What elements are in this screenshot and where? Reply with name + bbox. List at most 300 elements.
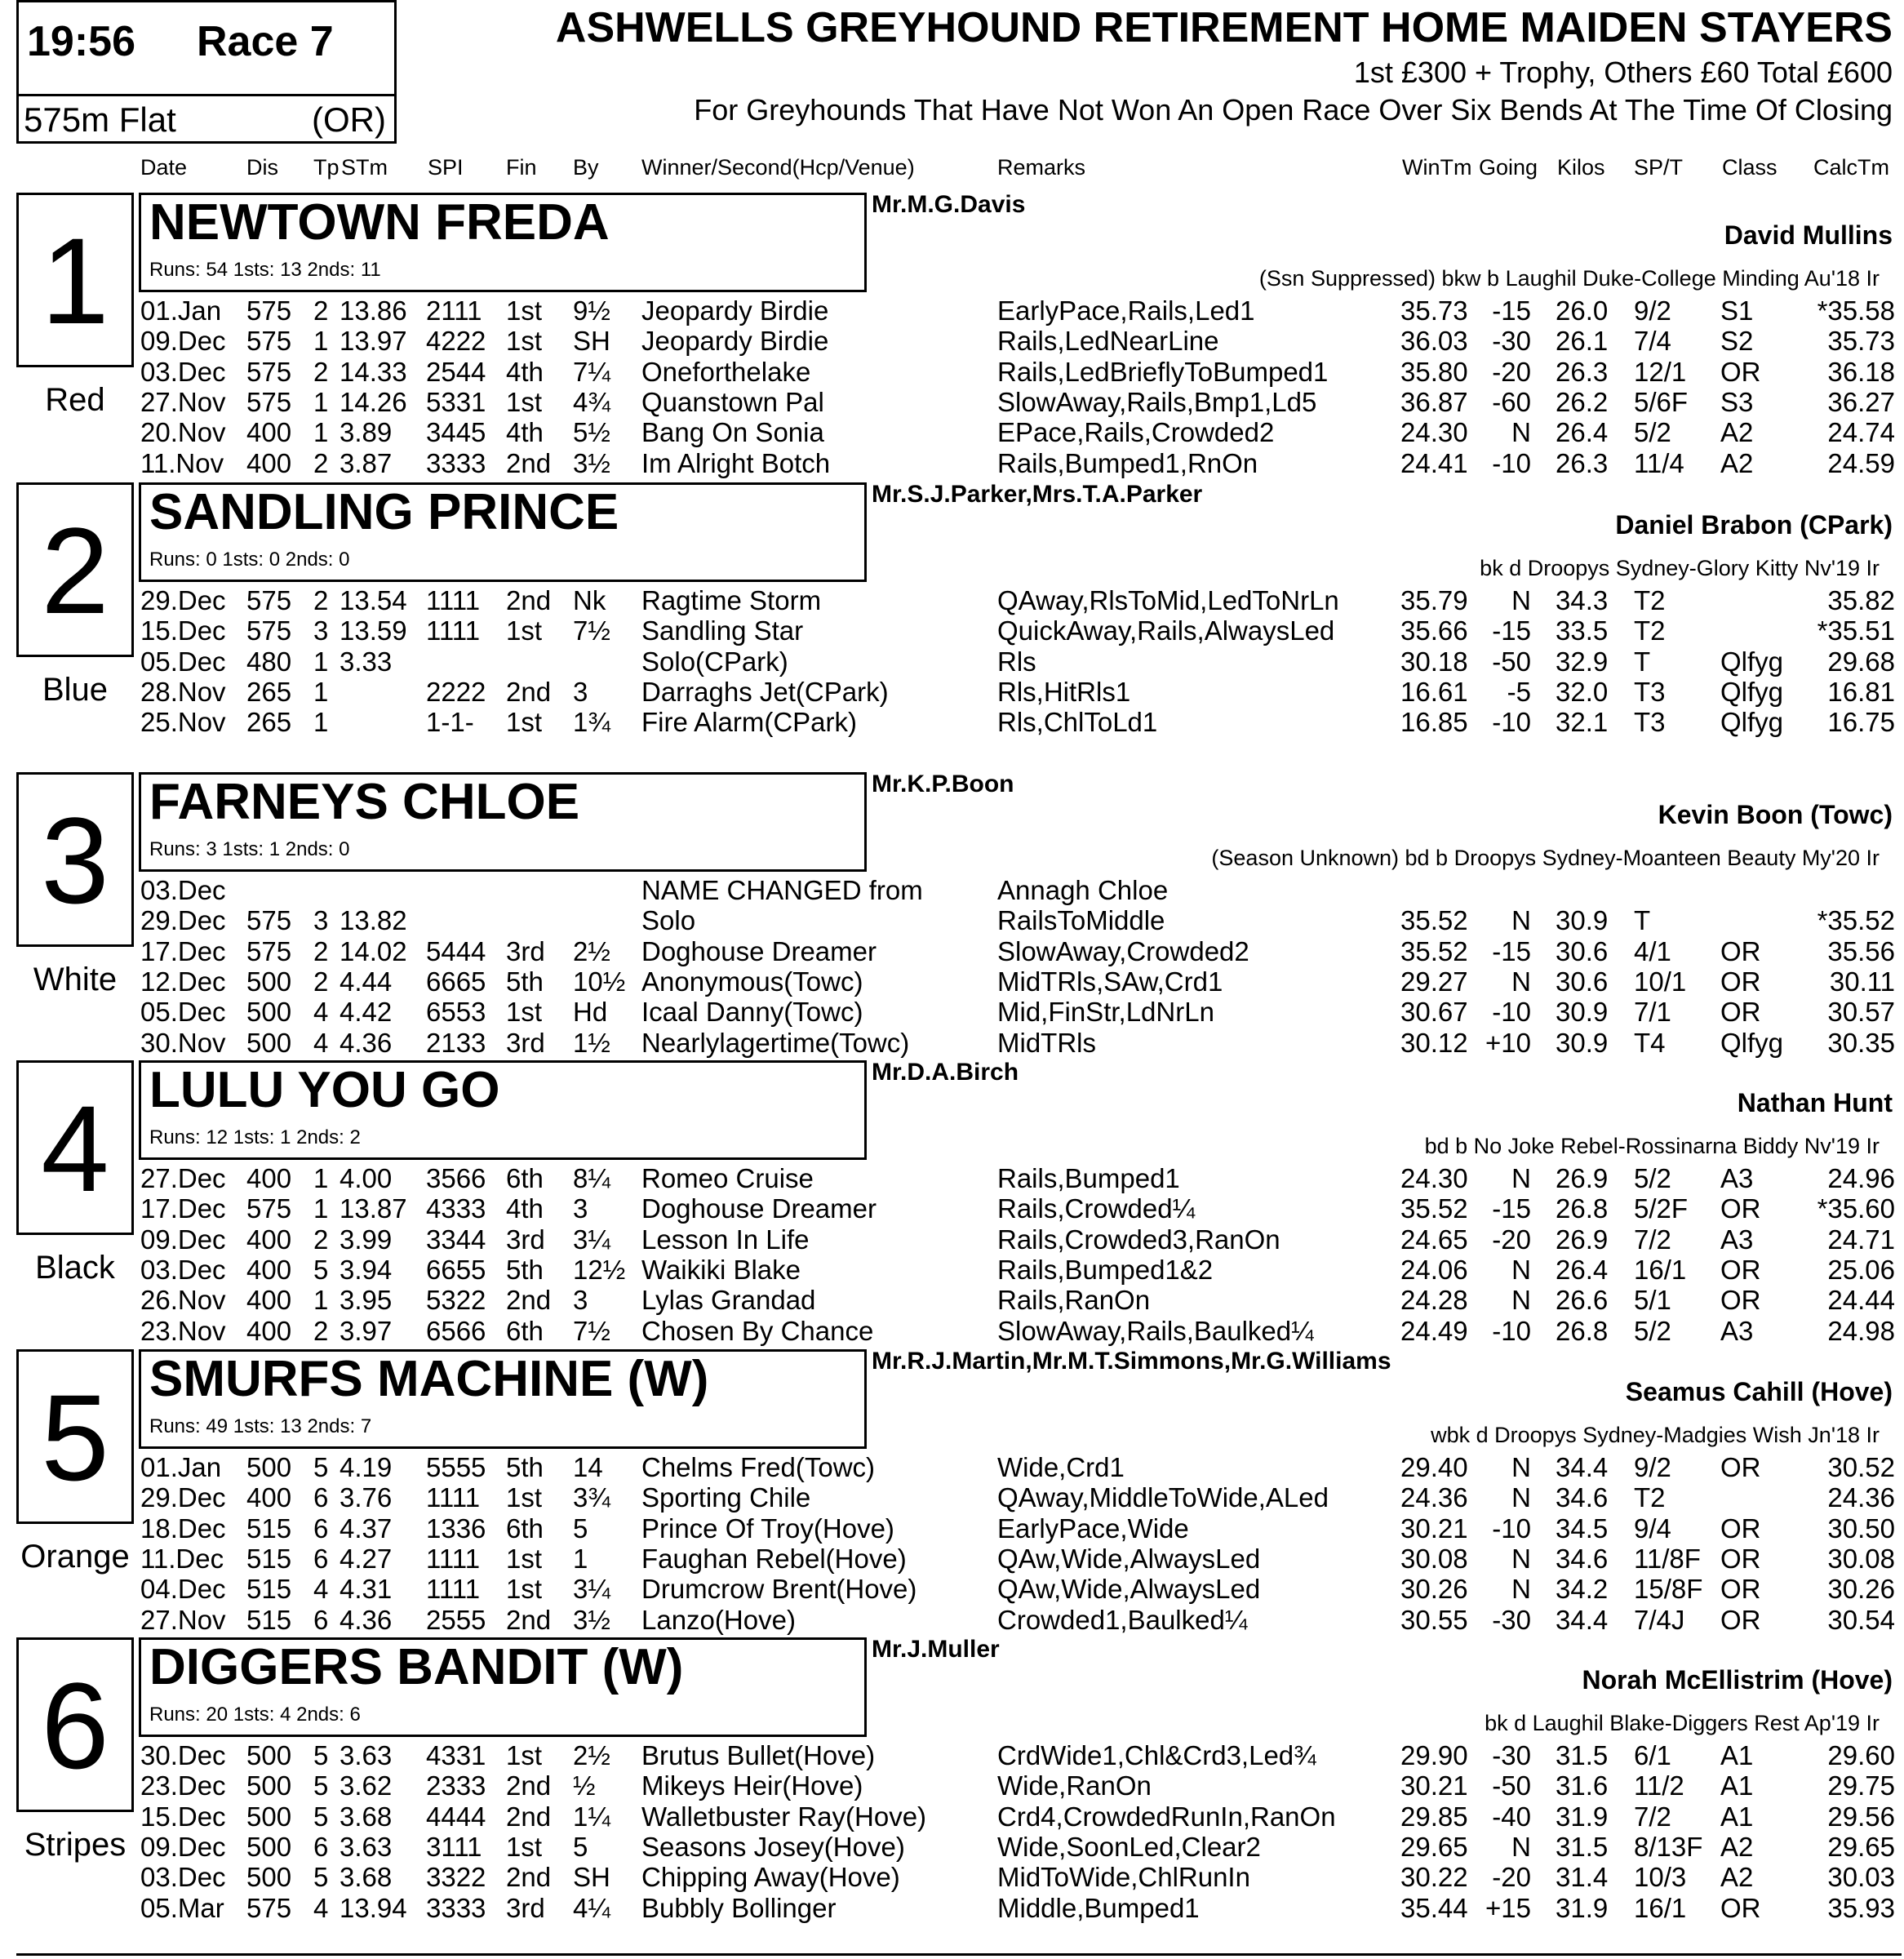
cell-remarks: Rails,RanOn (997, 1285, 1151, 1316)
cell-tp: 4 (313, 997, 329, 1028)
cell-remarks: EarlyPace,Wide (997, 1513, 1189, 1544)
form-row (0, 677, 1904, 707)
cell-kilos: 33.5 (1556, 615, 1609, 646)
cell-kilos: 26.3 (1556, 356, 1609, 387)
cell-stm: 3.76 (340, 1482, 393, 1513)
cell-fin: 4th (506, 356, 544, 387)
cell-remarks: Rails,Crowded3,RanOn (997, 1224, 1280, 1255)
form-row (0, 387, 1904, 417)
cell-tp: 6 (313, 1604, 329, 1635)
form-row (0, 1316, 1904, 1346)
cell-calctm: 35.73 (1827, 326, 1895, 357)
cell-tp: 1 (313, 646, 329, 677)
cell-fin: 4th (506, 417, 544, 448)
cell-tp: 4 (313, 1574, 329, 1605)
cell-by: 9½ (573, 295, 610, 326)
form-row (0, 1255, 1904, 1285)
cell-date: 11.Dec (140, 1543, 224, 1574)
trap-color: Blue (42, 672, 109, 708)
cell-stm: 4.42 (340, 997, 393, 1028)
cell-calctm: 24.74 (1827, 417, 1895, 448)
form-row (0, 1801, 1904, 1832)
owner: Mr.R.J.Martin,Mr.M.T.Simmons,Mr.G.Williams (872, 1348, 1391, 1375)
cell-tp: 1 (313, 676, 329, 707)
cell-kilos: 26.3 (1556, 447, 1609, 478)
cell-class: OR (1720, 1285, 1761, 1316)
cell-date: 30.Nov (140, 1027, 226, 1058)
cell-remarks: Annagh Chloe (997, 875, 1169, 905)
cell-dis: 400 (246, 1482, 292, 1513)
cell-spi: 2333 (426, 1770, 486, 1801)
trap-number: 2 (16, 482, 134, 657)
cell-remarks: Rails,Bumped1,RnOn (997, 447, 1258, 478)
cell-spi: 4444 (426, 1801, 486, 1832)
cell-by: 5 (573, 1831, 588, 1862)
header-stm: STm (341, 155, 388, 180)
cell-class: OR (1720, 1193, 1761, 1224)
cell-going: N (1511, 1543, 1531, 1574)
cell-remarks: SlowAway,Rails,Bmp1,Ld5 (997, 386, 1317, 417)
cell-wintm: 35.73 (1400, 295, 1468, 326)
cell-calctm: 29.65 (1827, 1831, 1895, 1862)
cell-spt: 9/2 (1634, 295, 1671, 326)
cell-tp: 4 (313, 1027, 329, 1058)
cell-tp: 2 (313, 295, 329, 326)
cell-kilos: 26.0 (1556, 295, 1609, 326)
race-time: 19:56 (27, 18, 135, 65)
cell-by: 12½ (573, 1254, 626, 1285)
trainer: Nathan Hunt (1737, 1088, 1893, 1117)
cell-spt: 8/13F (1634, 1831, 1703, 1862)
cell-remarks: Mid,FinStr,LdNrLn (997, 997, 1214, 1028)
cell-wintm: 24.28 (1400, 1285, 1468, 1316)
cell-calctm: 16.81 (1827, 676, 1895, 707)
cell-calctm: *35.51 (1817, 615, 1895, 646)
cell-date: 03.Dec (140, 1862, 226, 1893)
cell-fin: 1st (506, 1574, 543, 1605)
cell-calctm: 30.50 (1827, 1513, 1895, 1544)
cell-date: 30.Dec (140, 1740, 226, 1770)
cell-spt: 5/1 (1634, 1285, 1671, 1316)
cell-fin: 2nd (506, 1604, 552, 1635)
cell-by: 7½ (573, 615, 610, 646)
cell-class: Qlfyg (1720, 676, 1784, 707)
owner: Mr.D.A.Birch (872, 1059, 1019, 1086)
cell-spt: T2 (1634, 615, 1666, 646)
cell-class: OR (1720, 1604, 1761, 1635)
cell-remarks: MidToWide,ChlRunIn (997, 1862, 1250, 1893)
trap-color: Black (35, 1250, 115, 1286)
cell-dis: 575 (246, 935, 292, 966)
cell-fin: 2nd (506, 1862, 552, 1893)
cell-stm: 14.02 (340, 935, 407, 966)
cell-wintm: 35.44 (1400, 1892, 1468, 1923)
cell-class: A2 (1720, 1831, 1754, 1862)
cell-date: 05.Mar (140, 1892, 224, 1923)
cell-remarks: QAway,RlsToMid,LedToNrLn (997, 585, 1339, 615)
cell-going: -5 (1507, 676, 1531, 707)
cell-kilos: 26.4 (1556, 1254, 1609, 1285)
cell-kilos: 34.2 (1556, 1574, 1609, 1605)
cell-winner: Mikeys Heir(Hove) (641, 1770, 863, 1801)
cell-calctm: *35.52 (1817, 905, 1895, 936)
cell-class: Qlfyg (1720, 1027, 1784, 1058)
form-row (0, 1163, 1904, 1193)
cell-fin: 1st (506, 1543, 543, 1574)
cell-by: 5 (573, 1513, 588, 1544)
cell-tp: 3 (313, 905, 329, 936)
cell-dis: 500 (246, 1027, 292, 1058)
cell-stm: 3.68 (340, 1801, 393, 1832)
cell-remarks: Rails,Crowded¼ (997, 1193, 1196, 1224)
cell-kilos: 30.9 (1556, 905, 1609, 936)
cell-class: S2 (1720, 326, 1754, 357)
cell-going: -20 (1492, 1862, 1531, 1893)
dog-name: FARNEYS CHLOE (149, 774, 580, 830)
cell-dis: 500 (246, 1770, 292, 1801)
cell-winner: Icaal Danny(Towc) (641, 997, 863, 1028)
cell-by: 4¾ (573, 386, 610, 417)
header-remarks: Remarks (997, 155, 1086, 180)
cell-spi: 4333 (426, 1193, 486, 1224)
cell-spt: T2 (1634, 585, 1666, 615)
cell-winner: Romeo Cruise (641, 1163, 814, 1193)
form-row (0, 1862, 1904, 1892)
cell-dis: 575 (246, 585, 292, 615)
cell-calctm: *35.58 (1817, 295, 1895, 326)
cell-wintm: 24.49 (1400, 1315, 1468, 1346)
dog-record: Runs: 0 1sts: 0 2nds: 0 (149, 549, 350, 571)
cell-spi: 3333 (426, 447, 486, 478)
form-row (0, 1224, 1904, 1255)
cell-date: 05.Dec (140, 646, 226, 677)
form-row (0, 966, 1904, 997)
cell-spt: 16/1 (1634, 1254, 1687, 1285)
cell-going: -50 (1492, 1770, 1531, 1801)
cell-going: -40 (1492, 1801, 1531, 1832)
race-info-box (16, 0, 397, 144)
owner: Mr.M.G.Davis (872, 191, 1026, 218)
cell-wintm: 24.36 (1400, 1482, 1468, 1513)
cell-spt: T (1634, 646, 1651, 677)
cell-tp: 2 (313, 935, 329, 966)
cell-going: N (1511, 1574, 1531, 1605)
cell-dis: 515 (246, 1543, 292, 1574)
cell-going: -20 (1492, 1224, 1531, 1255)
cell-spi: 1-1- (426, 707, 474, 738)
cell-class: OR (1720, 1543, 1761, 1574)
cell-date: 03.Dec (140, 356, 226, 387)
cell-spt: 5/2 (1634, 1315, 1671, 1346)
header-date: Date (140, 155, 188, 180)
cell-wintm: 35.66 (1400, 615, 1468, 646)
cell-kilos: 34.6 (1556, 1543, 1609, 1574)
dog-name: NEWTOWN FREDA (149, 194, 610, 251)
cell-fin: 1st (506, 997, 543, 1028)
cell-kilos: 34.6 (1556, 1482, 1609, 1513)
cell-remarks: QAw,Wide,AlwaysLed (997, 1543, 1261, 1574)
cell-date: 25.Nov (140, 707, 226, 738)
cell-spi: 3111 (426, 1831, 482, 1862)
cell-tp: 4 (313, 1892, 329, 1923)
cell-dis: 400 (246, 1224, 292, 1255)
cell-fin: 5th (506, 1254, 544, 1285)
cell-date: 17.Dec (140, 935, 226, 966)
cell-spt: 7/4J (1634, 1604, 1685, 1635)
cell-dis: 265 (246, 707, 292, 738)
cell-stm: 4.31 (340, 1574, 393, 1605)
cell-stm: 13.54 (340, 585, 407, 615)
cell-fin: 1st (506, 326, 543, 357)
cell-fin: 3rd (506, 1027, 545, 1058)
cell-winner: Chosen By Chance (641, 1315, 874, 1346)
cell-spi: 5444 (426, 935, 486, 966)
cell-remarks: Rails,LedNearLine (997, 326, 1219, 357)
cell-class: OR (1720, 966, 1761, 997)
cell-dis: 500 (246, 1831, 292, 1862)
owner: Mr.S.J.Parker,Mrs.T.A.Parker (872, 481, 1203, 508)
cell-by: 1¾ (573, 707, 610, 738)
form-row (0, 936, 1904, 966)
cell-by: Hd (573, 997, 608, 1028)
cell-calctm: 36.18 (1827, 356, 1895, 387)
cell-by: 2½ (573, 935, 610, 966)
cell-stm: 3.95 (340, 1285, 393, 1316)
cell-going: N (1511, 585, 1531, 615)
cell-spt: 10/3 (1634, 1862, 1687, 1893)
cell-winner: Lanzo(Hove) (641, 1604, 796, 1635)
cell-spt: 11/4 (1634, 447, 1684, 478)
trap-color: Orange (20, 1539, 130, 1575)
cell-date: 27.Nov (140, 1604, 226, 1635)
cell-going: N (1511, 1452, 1531, 1482)
dog-record: Runs: 12 1sts: 1 2nds: 2 (149, 1126, 361, 1148)
cell-winner: NAME CHANGED from (641, 875, 923, 905)
header-tp: Tp (313, 155, 340, 180)
cell-spt: 5/2F (1634, 1193, 1689, 1224)
cell-spt: 9/2 (1634, 1452, 1671, 1482)
cell-class: Qlfyg (1720, 646, 1784, 677)
cell-spt: 7/1 (1634, 997, 1671, 1028)
cell-fin: 5th (506, 1452, 544, 1482)
cell-stm: 3.97 (340, 1315, 393, 1346)
cell-date: 12.Dec (140, 966, 226, 997)
cell-by: 5½ (573, 417, 610, 448)
cell-going: N (1511, 1254, 1531, 1285)
cell-kilos: 26.8 (1556, 1315, 1609, 1346)
dog-record: Runs: 54 1sts: 13 2nds: 11 (149, 259, 381, 281)
form-row (0, 646, 1904, 677)
cell-stm: 13.59 (340, 615, 407, 646)
cell-tp: 3 (313, 615, 329, 646)
cell-fin: 1st (506, 295, 543, 326)
cell-going: N (1511, 1285, 1531, 1316)
cell-wintm: 36.87 (1400, 386, 1468, 417)
cell-remarks: Wide,SoonLed,Clear2 (997, 1831, 1261, 1862)
cell-winner: Sporting Chile (641, 1482, 811, 1513)
cell-fin: 2nd (506, 676, 552, 707)
cell-spt: 9/4 (1634, 1513, 1671, 1544)
cell-wintm: 30.55 (1400, 1604, 1468, 1635)
header-wintm: WinTm (1402, 155, 1472, 180)
cell-kilos: 26.9 (1556, 1224, 1609, 1255)
cell-stm: 3.87 (340, 447, 393, 478)
cell-dis: 575 (246, 615, 292, 646)
cell-tp: 1 (313, 1193, 329, 1224)
cell-date: 28.Nov (140, 676, 226, 707)
cell-stm: 3.89 (340, 417, 393, 448)
cell-kilos: 34.4 (1556, 1604, 1609, 1635)
cell-tp: 1 (313, 1163, 329, 1193)
cell-stm: 4.00 (340, 1163, 393, 1193)
cell-date: 20.Nov (140, 417, 226, 448)
cell-wintm: 29.27 (1400, 966, 1468, 997)
cell-winner: Anonymous(Towc) (641, 966, 863, 997)
cell-remarks: EPace,Rails,Crowded2 (997, 417, 1275, 448)
cell-by: 3½ (573, 447, 610, 478)
cell-remarks: Rls,HitRls1 (997, 676, 1131, 707)
cell-kilos: 34.3 (1556, 585, 1609, 615)
cell-spt: T3 (1634, 676, 1666, 707)
cell-wintm: 30.21 (1400, 1513, 1468, 1544)
cell-going: N (1511, 417, 1531, 448)
cell-going: -30 (1492, 1740, 1531, 1770)
dog-name: LULU YOU GO (149, 1062, 500, 1118)
cell-tp: 1 (313, 386, 329, 417)
cell-spi: 2555 (426, 1604, 486, 1635)
cell-remarks: SlowAway,Rails,Baulked¼ (997, 1315, 1314, 1346)
race-prize: 1st £300 + Trophy, Others £60 Total £600 (1353, 56, 1893, 89)
cell-spt: T4 (1634, 1027, 1666, 1058)
form-row (0, 1544, 1904, 1574)
cell-class: OR (1720, 1254, 1761, 1285)
cell-class: OR (1720, 1513, 1761, 1544)
header-fin: Fin (506, 155, 537, 180)
cell-by: 3 (573, 1193, 588, 1224)
cell-spi: 1111 (426, 1482, 481, 1513)
cell-going: N (1511, 1482, 1531, 1513)
cell-spt: 5/2 (1634, 417, 1671, 448)
cell-calctm: 30.08 (1827, 1543, 1895, 1574)
cell-kilos: 30.9 (1556, 1027, 1609, 1058)
form-row (0, 1513, 1904, 1544)
cell-date: 15.Dec (140, 1801, 226, 1832)
cell-winner: Chelms Fred(Towc) (641, 1452, 876, 1482)
cell-spt: T3 (1634, 707, 1666, 738)
cell-class: A2 (1720, 447, 1754, 478)
race-distance: 575m Flat (24, 100, 176, 139)
cell-going: -15 (1492, 1193, 1531, 1224)
cell-spi: 2544 (426, 356, 486, 387)
cell-spt: T (1634, 905, 1651, 936)
cell-going: -60 (1492, 386, 1531, 417)
cell-stm: 3.33 (340, 646, 393, 677)
cell-by: SH (573, 1862, 610, 1893)
form-row (0, 295, 1904, 326)
cell-dis: 400 (246, 1254, 292, 1285)
cell-dis: 480 (246, 646, 292, 677)
cell-fin: 1st (506, 386, 543, 417)
cell-winner: Sandling Star (641, 615, 804, 646)
cell-winner: Quanstown Pal (641, 386, 824, 417)
cell-fin: 1st (506, 615, 543, 646)
cell-going: -30 (1492, 1604, 1531, 1635)
cell-dis: 400 (246, 447, 292, 478)
cell-tp: 5 (313, 1740, 329, 1770)
cell-class: A2 (1720, 1862, 1754, 1893)
cell-calctm: 35.56 (1827, 935, 1895, 966)
cell-going: +10 (1485, 1027, 1531, 1058)
cell-wintm: 30.22 (1400, 1862, 1468, 1893)
cell-spt: 11/8F (1634, 1543, 1701, 1574)
cell-wintm: 16.61 (1400, 676, 1468, 707)
dog-record: Runs: 20 1sts: 4 2nds: 6 (149, 1704, 361, 1726)
dog-name-box (139, 1349, 867, 1449)
trap-number: 3 (16, 772, 134, 947)
cell-spi: 3322 (426, 1862, 486, 1893)
cell-calctm: 29.75 (1827, 1770, 1895, 1801)
cell-wintm: 29.40 (1400, 1452, 1468, 1482)
cell-tp: 1 (313, 326, 329, 357)
cell-kilos: 31.9 (1556, 1892, 1609, 1923)
cell-dis: 575 (246, 356, 292, 387)
cell-spi: 5322 (426, 1285, 486, 1316)
cell-spi: 1111 (426, 615, 481, 646)
cell-kilos: 34.5 (1556, 1513, 1609, 1544)
cell-date: 29.Dec (140, 585, 226, 615)
race-grade: (OR) (312, 100, 386, 139)
cell-spi: 2111 (426, 295, 482, 326)
cell-wintm: 29.65 (1400, 1831, 1468, 1862)
cell-date: 09.Dec (140, 1831, 226, 1862)
cell-by: SH (573, 326, 610, 357)
cell-calctm: 29.60 (1827, 1740, 1895, 1770)
trap-color: Red (45, 382, 105, 418)
cell-remarks: SlowAway,Crowded2 (997, 935, 1249, 966)
cell-kilos: 31.9 (1556, 1801, 1609, 1832)
cell-class: A1 (1720, 1770, 1754, 1801)
cell-dis: 575 (246, 326, 292, 357)
cell-fin: 6th (506, 1513, 544, 1544)
cell-tp: 1 (313, 417, 329, 448)
form-row (0, 1285, 1904, 1315)
cell-spt: 15/8F (1634, 1574, 1703, 1605)
cell-dis: 500 (246, 997, 292, 1028)
cell-kilos: 34.4 (1556, 1452, 1609, 1482)
cell-spi: 3333 (426, 1892, 486, 1923)
cell-going: -20 (1492, 356, 1531, 387)
cell-by: 3¾ (573, 1482, 610, 1513)
form-row (0, 1740, 1904, 1770)
cell-calctm: 24.44 (1827, 1285, 1895, 1316)
cell-date: 11.Nov (140, 447, 224, 478)
cell-stm: 4.19 (340, 1452, 393, 1482)
cell-fin: 2nd (506, 585, 552, 615)
dog-record: Runs: 3 1sts: 1 2nds: 0 (149, 838, 350, 860)
cell-class: OR (1720, 1892, 1761, 1923)
form-row (0, 1574, 1904, 1604)
cell-kilos: 30.6 (1556, 935, 1609, 966)
cell-winner: Oneforthelake (641, 356, 811, 387)
cell-by: 8¼ (573, 1163, 610, 1193)
cell-winner: Drumcrow Brent(Hove) (641, 1574, 917, 1605)
cell-remarks: MidTRls,SAw,Crd1 (997, 966, 1223, 997)
race-conditions: For Greyhounds That Have Not Won An Open Race Over Six Bends At The Time Of Closing (694, 93, 1893, 127)
cell-spt: 7/4 (1634, 326, 1671, 357)
breeding: (Ssn Suppressed) bkw b Laughil Duke-College Minding Au'18 Ir (1258, 266, 1880, 291)
header-going: Going (1479, 155, 1538, 180)
cell-remarks: RailsToMiddle (997, 905, 1165, 936)
